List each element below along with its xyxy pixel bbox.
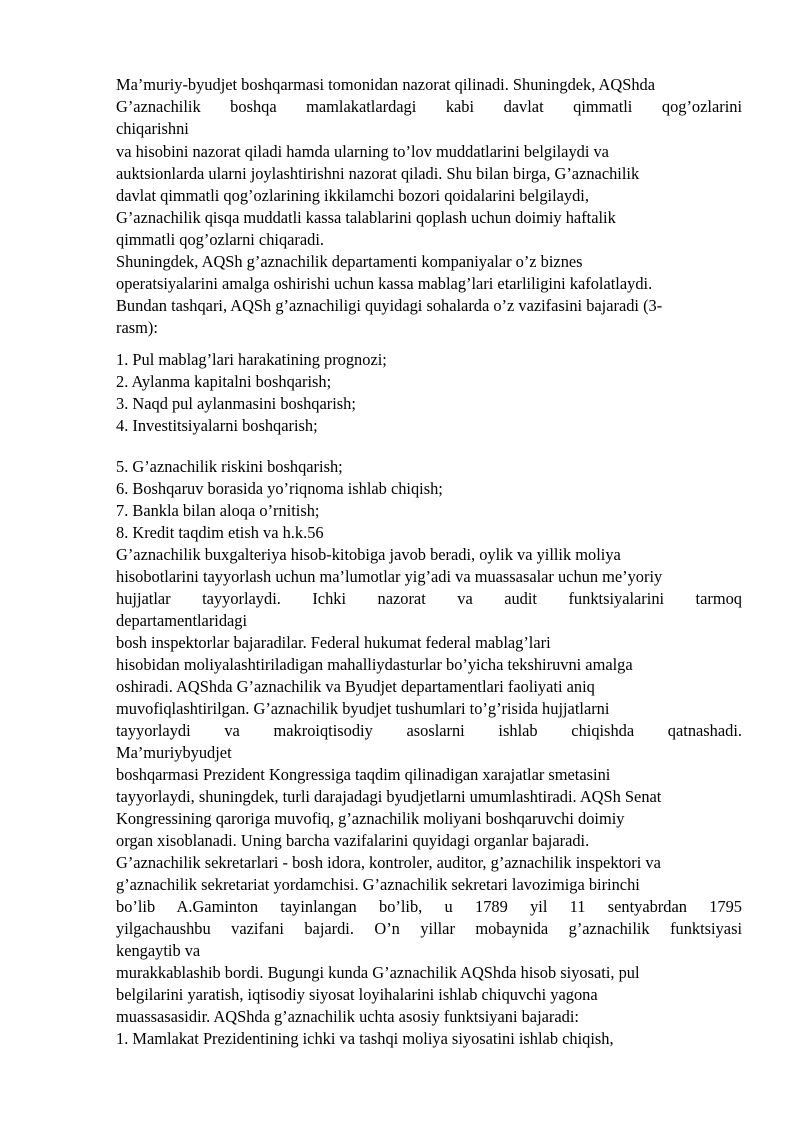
text-line: hisobidan moliyalashtiriladigan mahalliydasturlar bo’yicha tekshiruvni amalga: [116, 655, 633, 674]
list-item: 3. Naqd pul aylanmasini boshqarish;: [116, 394, 356, 413]
text-line: G’aznachilik qisqa muddatli kassa talablarini qoplash uchun doimiy haftalik: [116, 208, 616, 227]
text-line: operatsiyalarini amalga oshirishi uchun kassa mablag’lari etarliligini kafolatlaydi.: [116, 274, 653, 293]
text-line: Kongressining qaroriga muvofiq, g’aznachilik moliyani boshqaruvchi doimiy: [116, 809, 625, 828]
text-line: muassasasidir. AQShda g’aznachilik uchta asosiy funktsiyani bajaradi:: [116, 1007, 579, 1026]
list-item: 5. G’aznachilik riskini boshqarish;: [116, 457, 343, 476]
text-line: murakkablashib bordi. Bugungi kunda G’aznachilik AQShda hisob siyosati, pul: [116, 963, 640, 982]
text-line: davlat qimmatli qog’ozlarining ikkilamchi bozori qoidalarini belgilaydi,: [116, 186, 589, 205]
text-line: tayyorlaydi va makroiqtisodiy asoslarni ishlab chiqishda qatnashadi.: [116, 721, 742, 740]
list-item: 8. Kredit taqdim etish va h.k.56: [116, 523, 324, 542]
list-item: 7. Bankla bilan aloqa o’rnitish;: [116, 501, 320, 520]
text-line: hisobotlarini tayyorlash uchun ma’lumotlar yig’adi va muassasalar uchun me’yoriy: [116, 567, 663, 586]
text-line: muvofiqlashtirilgan. G’aznachilik byudjet tushumlari to’g’risida hujjatlarni: [116, 699, 610, 718]
list-item: 1. Pul mablag’lari harakatining prognozi;: [116, 350, 387, 369]
text-line: va hisobini nazorat qiladi hamda ularning to’lov muddatlarini belgilaydi va: [116, 142, 609, 161]
text-line: G’aznachilik buxgalteriya hisob-kitobiga javob beradi, oylik va yillik moliya: [116, 545, 621, 564]
text-line: G’aznachilik boshqa mamlakatlardagi kabi davlat qimmatli qog’ozlarini: [116, 97, 742, 116]
text-line: oshiradi. AQShda G’aznachilik va Byudjet departamentlari faoliyati aniq: [116, 677, 595, 696]
text-line: G’aznachilik sekretarlari - bosh idora, kontroler, auditor, g’aznachilik inspektori va: [116, 853, 661, 872]
list-item: 6. Boshqaruv borasida yo’riqnoma ishlab chiqish;: [116, 479, 443, 498]
text-line: bo’lib A.Gaminton tayinlangan bo’lib, u 1789 yil 11 sentyabrdan 1795: [116, 897, 742, 916]
list-item: 2. Aylanma kapitalni boshqarish;: [116, 372, 332, 391]
text-line: g’aznachilik sekretariat yordamchisi. G’aznachilik sekretari lavozimiga birinchi: [116, 875, 640, 894]
text-line: Shuningdek, AQSh g’aznachilik departamenti kompaniyalar o’z biznes: [116, 252, 583, 271]
list-item: 1. Mamlakat Prezidentining ichki va tashqi moliya siyosatini ishlab chiqish,: [116, 1029, 614, 1048]
text-line: yilgachaushbu vazifani bajardi. O’n yillar mobaynida g’aznachilik funktsiyasi: [116, 919, 742, 938]
text-line: auktsionlarda ularni joylashtirishni nazorat qiladi. Shu bilan birga, G’aznachilik: [116, 164, 640, 183]
text-line: boshqarmasi Prezident Kongressiga taqdim qilinadigan xarajatlar smetasini: [116, 765, 611, 784]
text-line: bosh inspektorlar bajaradilar. Federal hukumat federal mablag’lari: [116, 633, 551, 652]
text-line: Ma’muriy-byudjet boshqarmasi tomonidan nazorat qilinadi. Shuningdek, AQShda: [116, 75, 655, 94]
text-line: departamentlaridagi: [116, 611, 248, 630]
text-line: organ xisoblanadi. Uning barcha vazifalarini quyidagi organlar bajaradi.: [116, 831, 590, 850]
text-line: Bundan tashqari, AQSh g’aznachiligi quyidagi sohalarda o’z vazifasini bajaradi (3-: [116, 296, 663, 315]
text-line: Ma’muriybyudjet: [116, 743, 232, 762]
text-line: belgilarini yaratish, iqtisodiy siyosat loyihalarini ishlab chiquvchi yagona: [116, 985, 598, 1004]
text-line: kengaytib va: [116, 941, 201, 960]
text-line: rasm):: [116, 318, 158, 337]
text-line: chiqarishni: [116, 119, 189, 138]
text-line: qimmatli qog’ozlarni chiqaradi.: [116, 230, 325, 249]
list-item: 4. Investitsiyalarni boshqarish;: [116, 416, 318, 435]
text-line: hujjatlar tayyorlaydi. Ichki nazorat va audit funktsiyalarini tarmoq: [116, 589, 742, 608]
text-line: tayyorlaydi, shuningdek, turli darajadagi byudjetlarni umumlashtiradi. AQSh Senat: [116, 787, 662, 806]
